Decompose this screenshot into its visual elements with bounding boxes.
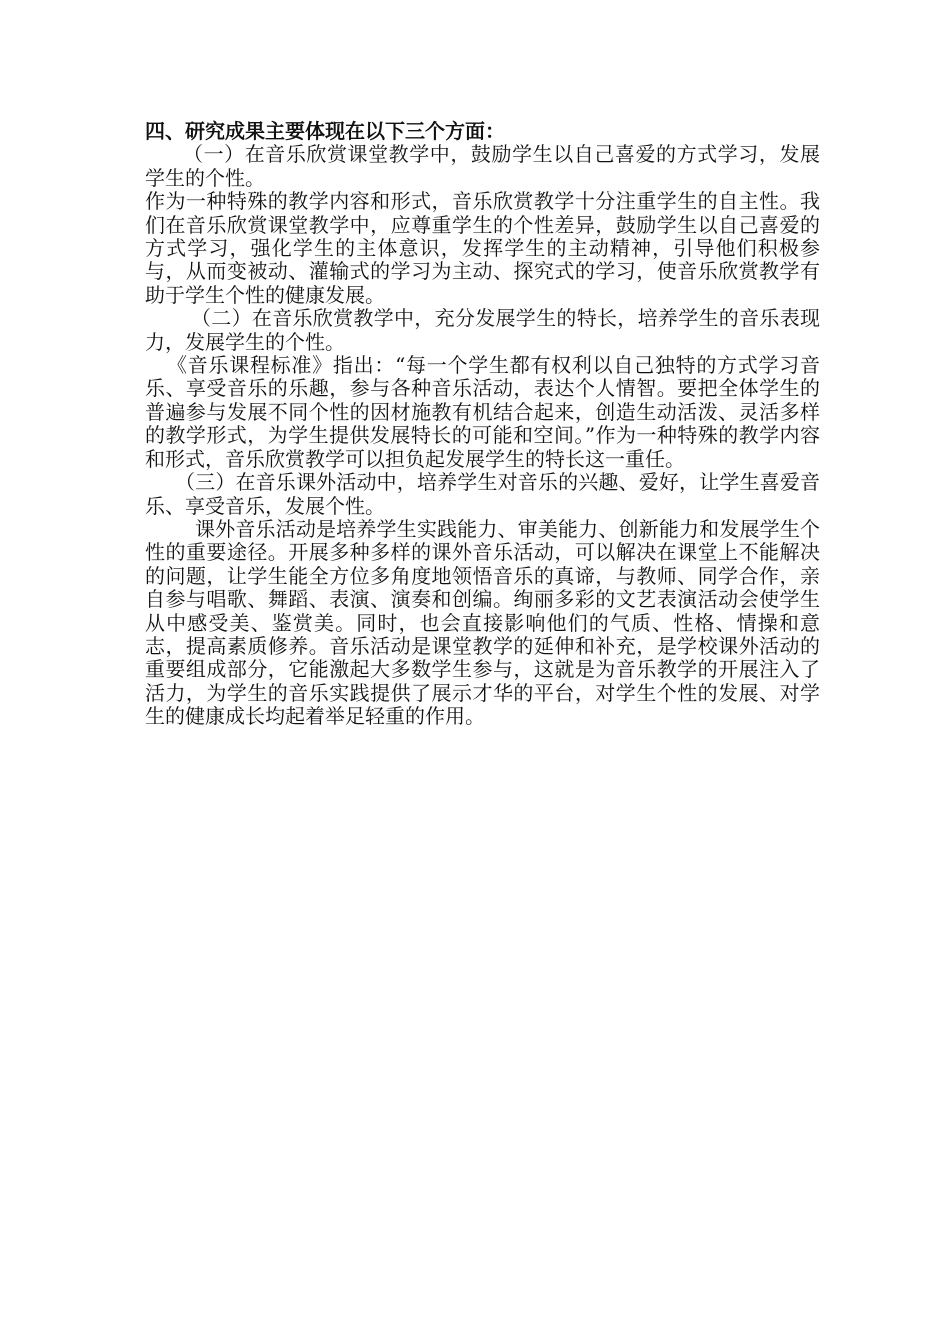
body-paragraph-2: 《音乐课程标准》指出：“每一个学生都有权利以自己独特的方式学习音乐、享受音乐的乐趣，参与各种音乐活动，表达个人情智。要把全体学生的普遍参与发展不同个性的因材施教有机结合起来，创造生动活泼、灵活多样的教学形式，为学生提供发展特长的可能和空间。”作为一种特殊的教学内容和形式，音乐欣赏教学可以担负起发展学生的特长这一重任。 xyxy=(145,353,820,471)
section-heading: 四、研究成果主要体现在以下三个方面： xyxy=(145,119,505,143)
subsection-heading-1: （一）在音乐欣赏课堂教学中，鼓励学生以自己喜爱的方式学习，发展学生的个性。 xyxy=(145,142,820,190)
subsection-heading-3: （三）在音乐课外活动中，培养学生对音乐的兴趣、爱好，让学生喜爱音乐、享受音乐，发展个性。 xyxy=(145,470,820,518)
body-paragraph-3: 课外音乐活动是培养学生实践能力、审美能力、创新能力和发展学生个性的重要途径。开展多种多样的课外音乐活动，可以解决在课堂上不能解决的问题，让学生能全方位多角度地领悟音乐的真谛，与教师、同学合作，亲自参与唱歌、舞蹈、表演、演奏和创编。绚丽多彩的文艺表演活动会使学生从中感受美、鉴赏美。同时，也会直接影响他们的气质、性格、情操和意志，提高素质修养。音乐活动是课堂教学的延伸和补充，是学校课外活动的重要组成部分，它能激起大多数学生参与，这就是为音乐教学的开展注入了活力，为学生的音乐实践提供了展示才华的平台，对学生个性的发展、对学生的健康成长均起着举足轻重的作用。 xyxy=(145,516,820,729)
body-paragraph-1: 作为一种特殊的教学内容和形式，音乐欣赏教学十分注重学生的自主性。我们在音乐欣赏课堂教学中，应尊重学生的个性差异，鼓励学生以自己喜爱的方式学习，强化学生的主体意识，发挥学生的主动精神，引导他们积极参与，从而变被动、灌输式的学习为主动、探究式的学习，使音乐欣赏教学有助于学生个性的健康发展。 xyxy=(145,189,820,307)
subsection-heading-2: （二）在音乐欣赏教学中，充分发展学生的特长，培养学生的音乐表现力，发展学生的个性。 xyxy=(145,306,820,354)
document-body xyxy=(145,120,820,729)
